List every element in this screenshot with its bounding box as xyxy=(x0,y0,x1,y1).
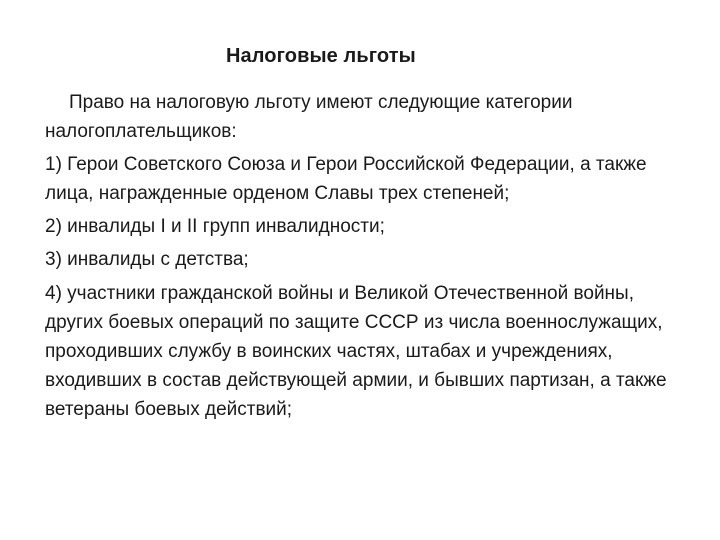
intro-paragraph: Право на налоговую льготу имеют следующие категории налогоплательщиков: xyxy=(45,92,573,142)
page-title: Налоговые льготы xyxy=(226,45,416,67)
list-item-3: 3) инвалиды с детства; xyxy=(45,249,249,270)
list-item-4: 4) участники гражданской войны и Великой Отечественной войны, других боевых операций по защите СССР из числа военнослужащих, проходивших службу в воинских частях, штабах и учреждениях, входивших в состав действующей армии, и бывших партизан, а также ветераны боевых действий; xyxy=(45,283,667,420)
list-item-1: 1) Герои Советского Союза и Герои Российской Федерации, а также лица, награжденные орденом Славы трех степеней; xyxy=(45,154,647,204)
slide-body xyxy=(45,88,675,428)
list-item-2: 2) инвалиды I и II групп инвалидности; xyxy=(45,216,385,237)
